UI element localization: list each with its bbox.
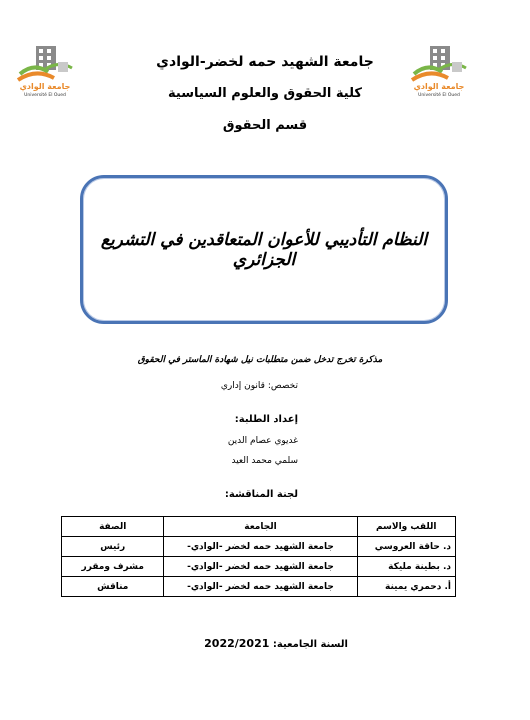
member-role: مناقش [62, 577, 164, 597]
university-logo-right [408, 40, 470, 102]
academic-year [204, 637, 348, 650]
student-name: غديوي عصام الدين [227, 436, 298, 446]
table-header-row [62, 517, 456, 537]
table-row [62, 537, 456, 557]
prepared-by-label: إعداد الطلبة: [234, 414, 298, 425]
department-name: قسم الحقوق [222, 118, 308, 133]
logo-subcaption: Université El Oued [418, 93, 460, 98]
thesis-title: النظام التأديبي للأعوان المتعاقدين في التشريع الجزائري [100, 229, 428, 270]
academic-year-value: 2022/2021 [204, 637, 270, 650]
column-header-name: اللقب والاسم [357, 517, 456, 537]
member-name: د. بطينة مليكة [357, 557, 456, 577]
member-role: رئيس [62, 537, 164, 557]
member-role: مشرف ومقرر [62, 557, 164, 577]
committee-table [61, 516, 456, 597]
memo-subtitle: مذكرة تخرج تدخل ضمن متطلبات نيل شهادة الماستر في الحقوق [137, 355, 383, 365]
committee-label: لجنة المناقشة: [224, 489, 298, 500]
member-university: جامعة الشهيد حمه لخضر -الوادي- [164, 537, 357, 557]
table-row [62, 557, 456, 577]
specialty-line: تخصص: قانون إداري [220, 381, 298, 391]
member-university: جامعة الشهيد حمه لخضر -الوادي- [164, 557, 357, 577]
member-university: جامعة الشهيد حمه لخضر -الوادي- [164, 577, 357, 597]
student-name: سلمي محمد العيد [231, 456, 298, 466]
academic-year-label: السنة الجامعية: [272, 639, 348, 650]
title-frame [80, 175, 448, 324]
university-name: جامعة الشهيد حمه لخضر-الوادي [156, 54, 374, 70]
logo-caption: جامعة الوادي [413, 82, 465, 91]
logo-subcaption: Université El Oued [24, 93, 66, 98]
column-header-university: الجامعة [164, 517, 357, 537]
column-header-role: الصفة [62, 517, 164, 537]
faculty-name: كلية الحقوق والعلوم السياسية [168, 86, 362, 101]
university-logo-left [14, 40, 76, 102]
table-row [62, 577, 456, 597]
member-name: د. حاقة العروسي [357, 537, 456, 557]
logo-caption: جامعة الوادي [19, 82, 71, 91]
member-name: أ. دحمري يمينة [357, 577, 456, 597]
